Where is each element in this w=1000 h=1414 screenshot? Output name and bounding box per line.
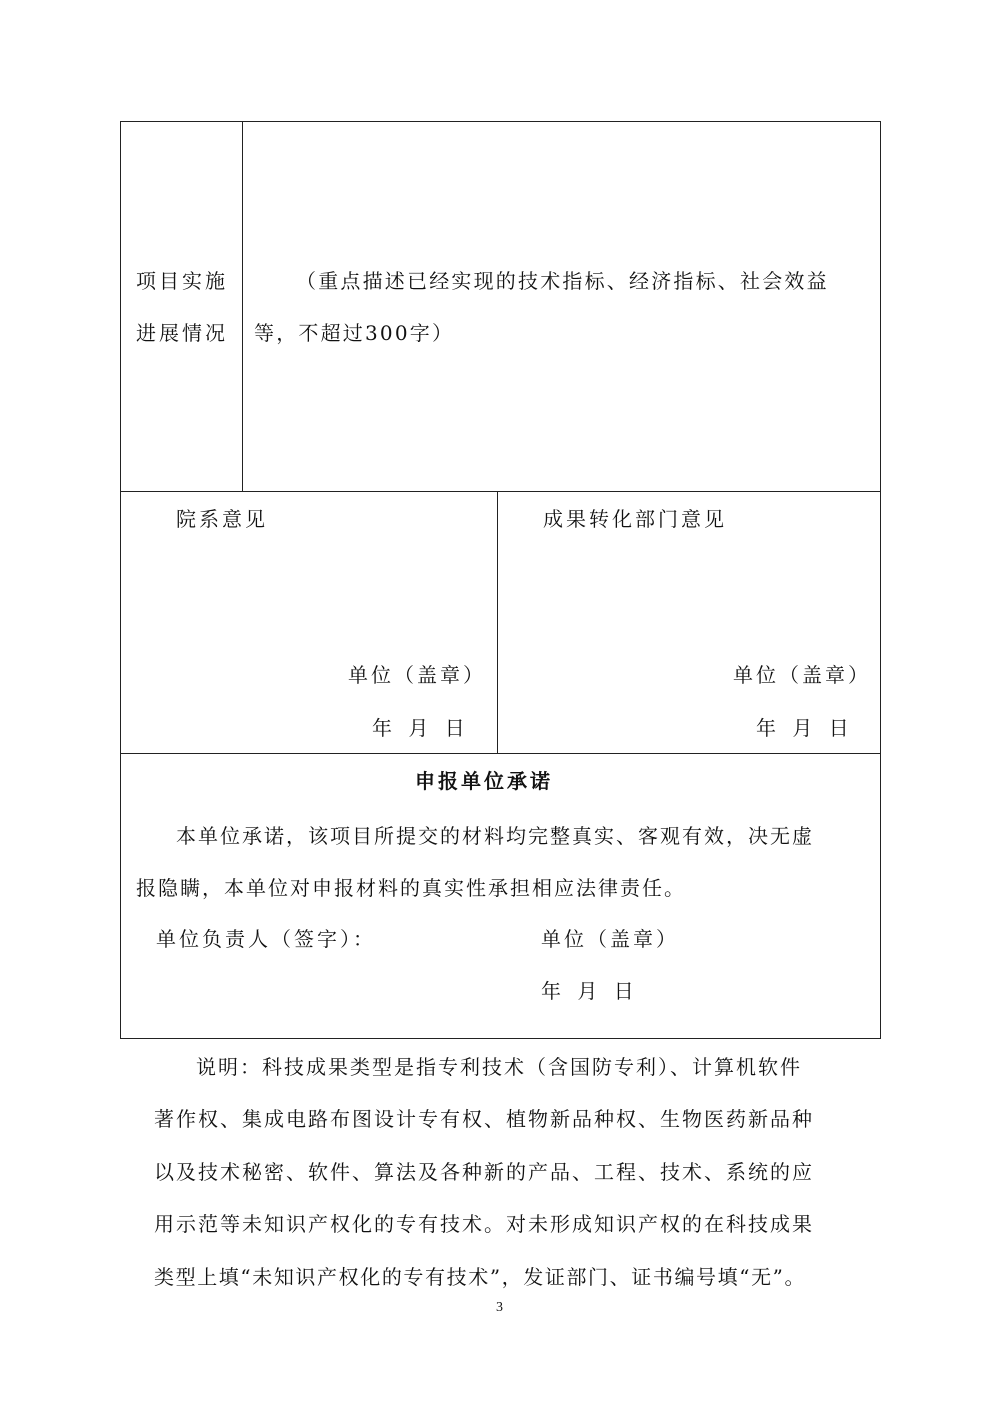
progress-hint-line1: （重点描述已经实现的技术指标、经济指标、社会效益 bbox=[296, 269, 829, 293]
note-line4: 用示范等未知识产权化的专有技术。对未形成知识产权的在科技成果 bbox=[154, 1212, 814, 1236]
transfer-opinion-date: 年 月 日 bbox=[756, 716, 854, 740]
note-line5: 类型上填“未知识产权化的专有技术”，发证部门、证书编号填“无”。 bbox=[154, 1265, 807, 1289]
dept-opinion-title: 院系意见 bbox=[176, 507, 268, 531]
commitment-text-line1: 本单位承诺，该项目所提交的材料均完整真实、客观有效，决无虚 bbox=[176, 824, 814, 848]
commitment-seal: 单位（盖章） bbox=[541, 927, 679, 951]
commitment-signer: 单位负责人（签字）： bbox=[156, 927, 376, 951]
table-border-bottom bbox=[120, 1038, 881, 1039]
progress-label-line2: 进展情况 bbox=[136, 321, 228, 345]
progress-divider bbox=[242, 121, 243, 491]
commitment-title: 申报单位承诺 bbox=[415, 769, 553, 793]
table-border-left bbox=[120, 121, 121, 1039]
row-divider-2 bbox=[120, 753, 881, 754]
progress-label-line1: 项目实施 bbox=[136, 269, 228, 293]
note-line2: 著作权、集成电路布图设计专有权、植物新品种权、生物医药新品种 bbox=[154, 1107, 814, 1131]
commitment-text-line2: 报隐瞒，本单位对申报材料的真实性承担相应法律责任。 bbox=[136, 876, 686, 900]
row-divider-1 bbox=[120, 491, 881, 492]
table-border-right bbox=[880, 121, 881, 1039]
page-number: 3 bbox=[496, 1300, 503, 1315]
commitment-date: 年 月 日 bbox=[541, 979, 639, 1003]
note-line1: 说明：科技成果类型是指专利技术（含国防专利）、计算机软件 bbox=[196, 1055, 802, 1079]
dept-opinion-date: 年 月 日 bbox=[372, 716, 470, 740]
opinion-divider bbox=[497, 491, 498, 753]
progress-hint-line2: 等，不超过300字） bbox=[254, 321, 455, 345]
note-line3: 以及技术秘密、软件、算法及各种新的产品、工程、技术、系统的应 bbox=[154, 1160, 814, 1184]
table-border-top bbox=[120, 121, 881, 122]
transfer-opinion-title: 成果转化部门意见 bbox=[543, 507, 727, 531]
dept-opinion-seal: 单位（盖章） bbox=[348, 663, 486, 687]
transfer-opinion-seal: 单位（盖章） bbox=[733, 663, 871, 687]
